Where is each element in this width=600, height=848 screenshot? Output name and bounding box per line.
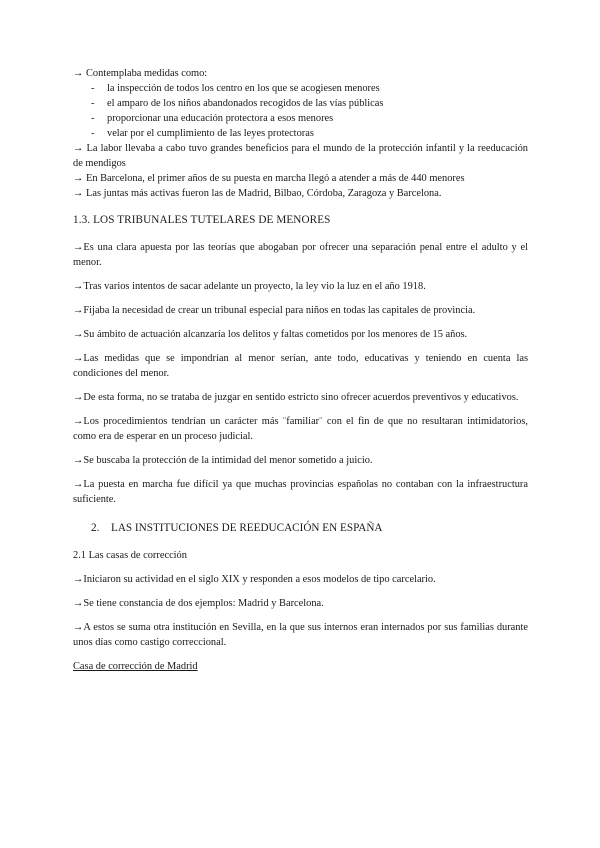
list-item: - velar por el cumplimiento de las leyes protectoras bbox=[91, 128, 314, 139]
section-heading bbox=[73, 521, 528, 536]
section-title: LAS INSTITUCIONES DE REEDUCACIÓN EN ESPAÑA bbox=[111, 522, 383, 534]
section-number: 2. bbox=[91, 522, 100, 534]
measures-list bbox=[73, 81, 528, 141]
paragraph: →Iniciaron su actividad en el siglo XIX y responden a esos modelos de tipo carcelario. bbox=[73, 574, 436, 585]
list-dash: - bbox=[91, 128, 95, 139]
intro-lead: → Contemplaba medidas como: bbox=[73, 68, 208, 79]
intro-paragraph: → En Barcelona, el primer años de su puesta en marcha llegó a atender a más de 440 menores bbox=[73, 173, 465, 184]
list-item: - la inspección de todos los centro en los que se acogiesen menores bbox=[91, 83, 380, 94]
paragraph: →Tras varios intentos de sacar adelante un proyecto, la ley vio la luz en el año 1918. bbox=[73, 281, 426, 292]
paragraph: →De esta forma, no se trataba de juzgar en sentido estricto sino ofrecer acuerdos preventivos y educativos. bbox=[73, 392, 519, 403]
subsection-heading: 2.1 Las casas de corrección bbox=[73, 550, 187, 561]
paragraph: →Fijaba la necesidad de crear un tribunal especial para niños en todas las capitales de provincia. bbox=[73, 305, 476, 316]
paragraph: →La puesta en marcha fue difícil ya que muchas provincias españolas no contaban con la infraestructura suficiente. bbox=[73, 479, 528, 505]
underlined-heading: Casa de corrección de Madrid bbox=[73, 661, 198, 672]
document-body bbox=[73, 66, 528, 674]
paragraph: →Se buscaba la protección de la intimidad del menor sometido a juicio. bbox=[73, 455, 373, 466]
paragraph: →Su ámbito de actuación alcanzaría los delitos y faltas cometidos por los menores de 15 años. bbox=[73, 329, 468, 340]
intro-paragraph: → La labor llevaba a cabo tuvo grandes beneficios para el mundo de la protección infantil y la reeducación de mendigos bbox=[73, 143, 528, 169]
paragraph: →Las medidas que se impondrían al menor serían, ante todo, educativas y teniendo en cuenta las condiciones del menor. bbox=[73, 353, 528, 379]
paragraph: →Los procedimientos tendrían un carácter más ¨familiar¨ con el fin de que no resultaran intimidatorios, como era de esperar en un proceso judicial. bbox=[73, 416, 528, 442]
list-dash: - bbox=[91, 98, 95, 109]
paragraph: →Es una clara apuesta por las teorías que abogaban por ofrecer una separación penal entre el adulto y el menor. bbox=[73, 242, 528, 268]
list-dash: - bbox=[91, 83, 95, 94]
section-heading: 1.3. LOS TRIBUNALES TUTELARES DE MENORES bbox=[73, 214, 331, 226]
list-item: - el amparo de los niños abandonados recogidos de las vías públicas bbox=[91, 98, 384, 109]
intro-paragraph: → Las juntas más activas fueron las de Madrid, Bilbao, Córdoba, Zaragoza y Barcelona. bbox=[73, 188, 442, 199]
list-item: - proporcionar una educación protectora a esos menores bbox=[91, 113, 334, 124]
paragraph: →Se tiene constancia de dos ejemplos: Madrid y Barcelona. bbox=[73, 598, 324, 609]
paragraph: →A estos se suma otra institución en Sevilla, en la que sus internos eran internados por sus familias durante unos días como castigo correccional. bbox=[73, 622, 528, 648]
list-dash: - bbox=[91, 113, 95, 124]
